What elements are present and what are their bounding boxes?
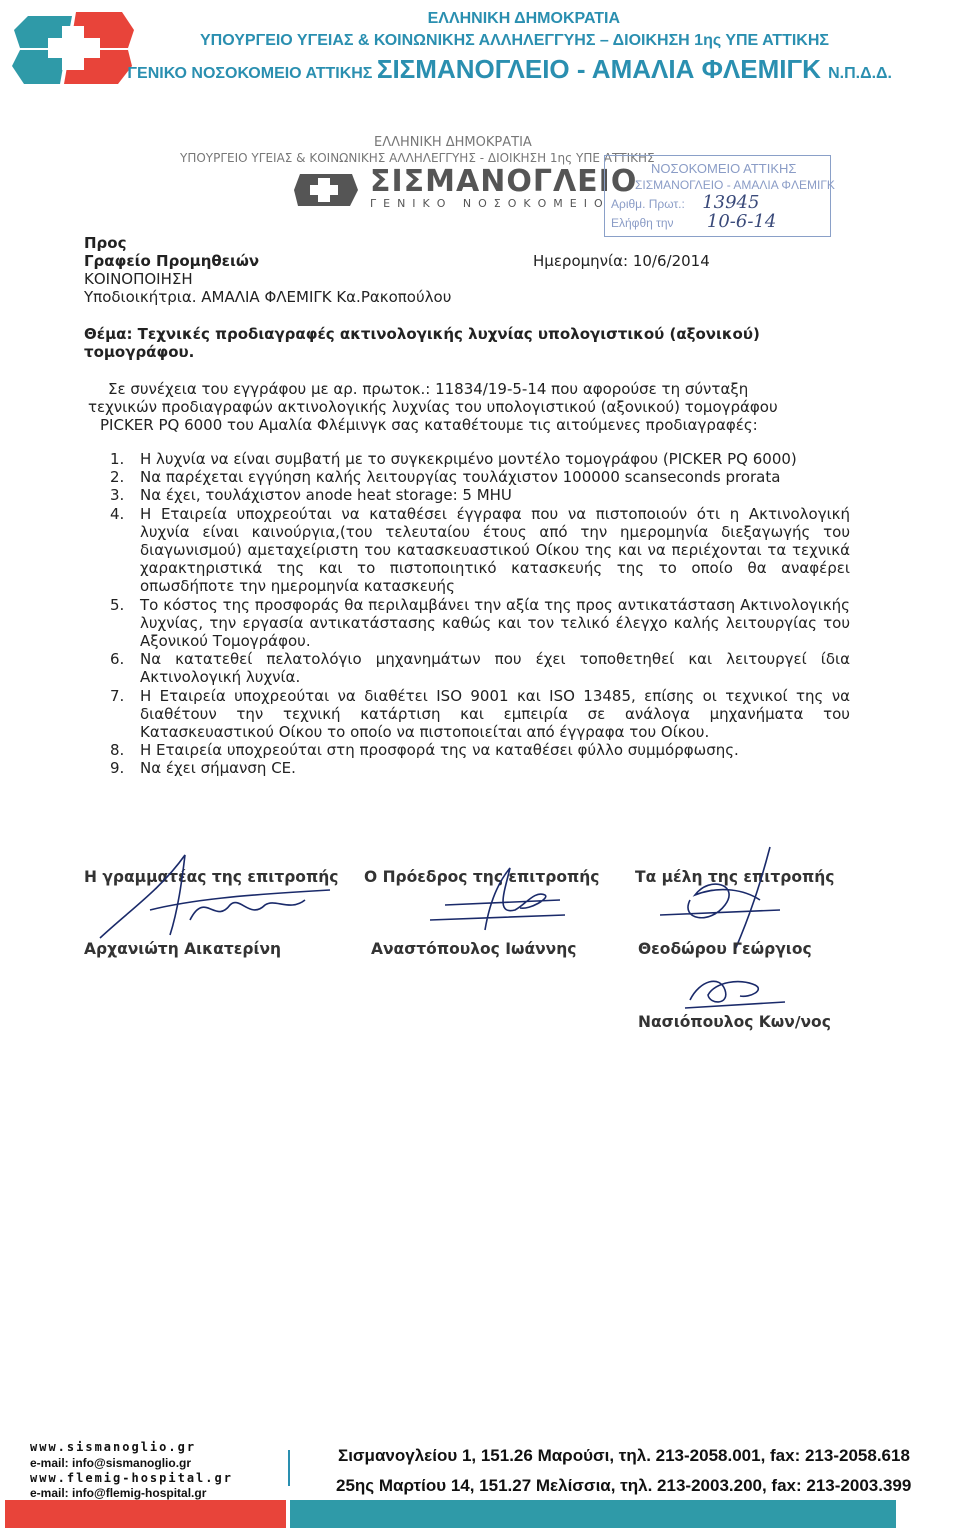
footer-red-bar	[5, 1500, 286, 1528]
scan-logo-text: ΣΙΣΜΑΝΟΓΛΕΙΟ	[370, 164, 638, 199]
list-item	[110, 759, 850, 777]
member2-signature	[680, 970, 790, 1015]
footer-teal-bar	[290, 1500, 896, 1528]
intro-line-1: Σε συνέχεια του εγγράφου με αρ. πρωτοκ.: 11834/19-5-14 που αφορούσε τη σύνταξη	[108, 380, 749, 398]
letterhead-line-3	[127, 54, 892, 85]
members-title: Τα μέλη της επιτροπής	[635, 868, 835, 886]
subject-line-2: τομογράφου.	[84, 343, 195, 361]
list-item-text: Η λυχνία να είναι συμβατή με το συγκεκριμένο μοντέλο τομογράφου (PICKER PQ 6000)	[140, 450, 797, 468]
list-item-text: Η Εταιρεία υποχρεούται στη προσφορά της να καταθέσει φύλλο συμμόρφωσης.	[140, 741, 739, 760]
list-item-number: 6.	[110, 650, 125, 669]
list-item	[110, 596, 850, 651]
stamp-date-value: 10-6-14	[706, 211, 777, 232]
letterhead-line-2: ΥΠΟΥΡΓΕΙΟ ΥΓΕΙΑΣ & ΚΟΙΝΩΝΙΚΗΣ ΑΛΛΗΛΕΓΓΥΗΣ – ΔΙΟΙΚΗΣΗ 1ης ΥΠΕ ΑΤΤΙΚΗΣ	[200, 32, 829, 49]
letterhead-line-1: ΕΛΛΗΝΙΚΗ ΔΗΜΟΚΡΑΤΙΑ	[427, 10, 620, 27]
list-item	[110, 741, 850, 759]
list-item-text: Να παρέχεται εγγύηση καλής λειτουργίας τουλάχιστον 100000 scanseconds prorata	[140, 468, 781, 487]
footer-email-1[interactable]: e-mail: info@sismanoglio.gr	[30, 1456, 192, 1470]
letterhead-hospital-prefix: ΓΕΝΙΚΟ ΝΟΣΟΚΟΜΕΙΟ ΑΤΤΙΚΗΣ	[127, 65, 377, 82]
list-item	[110, 486, 850, 504]
scan-cross-logo	[292, 170, 360, 210]
scan-header-line-1: ΕΛΛΗΝΙΚΗ ΔΗΜΟΚΡΑΤΙΑ	[374, 135, 532, 150]
list-item-text: Η Εταιρεία υποχρεούται να καταθέσει έγγραφα που να πιστοποιούν ότι η Ακτινολογική λυχνία είναι καινούργια,(του τελευταίου έτους από την ημερομηνία διεξαγωγής του διαγωνισμού) αμεταχείριστη του κατασκευαστικού Οίκου της και να περιέχονται τα τεχνικά χαρακτηριστικά της και το πιστοποιητικό κατασκευής της το οποίο θα αναφέρει οπωσδήποτε την ημερομηνία κατασκευής	[140, 504, 850, 596]
specifications-list	[110, 450, 850, 778]
to-value: Γραφείο Προμηθειών	[84, 252, 260, 270]
list-item-number: 1.	[110, 450, 125, 468]
list-item-number: 4.	[110, 504, 125, 523]
protocol-stamp	[604, 155, 835, 237]
list-item-number: 5.	[110, 595, 125, 614]
letterhead-suffix: Ν.Π.Δ.Δ.	[828, 65, 892, 82]
intro-line-2: τεχνικών προδιαγραφών ακτινολογικής λυχνίας του υπολογιστικού (αξονικού) τομογράφου	[88, 398, 778, 416]
secretary-name: Αρχανιώτη Αικατερίνη	[84, 940, 282, 958]
footer-email-2[interactable]: e-mail: info@flemig-hospital.gr	[30, 1486, 207, 1500]
list-item-number: 3.	[110, 486, 125, 505]
red-cross-logo	[10, 8, 136, 88]
list-item	[110, 505, 850, 596]
secretary-title: Η γραμματέας της επιτροπής	[84, 868, 339, 886]
list-item	[110, 450, 850, 468]
footer-address-2: 25ης Μαρτίου 14, 151.27 Μελίσσια, τηλ. 213-2003.200, fax: 213-2003.399	[336, 1476, 912, 1495]
president-title: Ο Πρόεδρος της επιτροπής	[364, 868, 600, 886]
list-item-text: Η Εταιρεία υποχρεούται να διαθέτει ISO 9001 και ISO 13485, επίσης οι τεχνικοί της να διαθέτουν την τεχνική κατάρτιση και εμπειρία σε ανάλογα μηχανήματα του Κατασκευαστικού Οίκου το οποίο να πιστοποιείται από έγγραφα του Οίκου.	[140, 686, 850, 742]
stamp-line-2: ΣΙΣΜΑΝΟΓΛΕΙΟ - ΑΜΑΛΙΑ ΦΛΕΜΙΓΚ	[635, 178, 835, 192]
subject-line-1: Θέμα: Τεχνικές προδιαγραφές ακτινολογικής λυχνίας υπολογιστικού (αξονικού)	[84, 325, 760, 343]
list-item-text: Να έχει, τουλάχιστον anode heat storage: 5 MHU	[140, 486, 512, 505]
scan-header-line-2: ΥΠΟΥΡΓΕΙΟ ΥΓΕΙΑΣ & ΚΟΙΝΩΝΙΚΗΣ ΑΛΛΗΛΕΓΓΥΗΣ - ΔΙΟΙΚΗΣΗ 1ης ΥΠΕ ΑΤΤΙΚΗΣ	[180, 151, 655, 165]
president-signature	[425, 860, 570, 940]
to-label: Προς	[84, 234, 127, 252]
member1-name: Θεοδώρου Γεώργιος	[638, 940, 812, 958]
intro-line-3: PICKER PQ 6000 του Αμαλία Φλέμινγκ σας καταθέτουμε τις αιτούμενες προδιαγραφές:	[100, 416, 758, 434]
stamp-protocol-label: Αριθμ. Πρωτ.:	[611, 197, 685, 211]
list-item-number: 7.	[110, 686, 125, 705]
stamp-date	[611, 213, 824, 232]
list-item-number: 2.	[110, 468, 125, 487]
stamp-line-1: ΝΟΣΟΚΟΜΕΙΟ ΑΤΤΙΚΗΣ	[651, 161, 797, 176]
list-item-text: Το κόστος της προσφοράς θα περιλαμβάνει την αξία της προς αντικατάσταση Ακτινολογικής λυχνίας, την εργασία αντικατάστασης καθώς και τον τελικό έλεγχο καλής λειτουργίας του Αξονικού Τομογράφου.	[140, 595, 850, 651]
scan-logo-subtitle: ΓΕΝΙΚΟ ΝΟΣΟΚΟΜΕΙΟ	[370, 197, 610, 210]
list-item-number: 9.	[110, 759, 125, 778]
stamp-protocol-number: 13945	[702, 192, 760, 213]
secretary-signature	[90, 850, 340, 945]
list-item	[110, 468, 850, 486]
document-date: Ημερομηνία: 10/6/2014	[533, 252, 710, 270]
list-item	[110, 650, 850, 686]
cc-value: Υποδιοικήτρια. ΑΜΑΛΙΑ ΦΛΕΜΙΓΚ Κα.Ρακοπούλου	[84, 288, 452, 306]
member1-signature	[650, 845, 790, 955]
cc-label: ΚΟΙΝΟΠΟΙΗΣΗ	[84, 270, 193, 288]
footer-separator	[288, 1450, 290, 1486]
footer-website-2[interactable]: www.flemig-hospital.gr	[30, 1471, 233, 1485]
footer-address-1: Σισμανογλείου 1, 151.26 Μαρούσι, τηλ. 213-2058.001, fax: 213-2058.618	[338, 1446, 910, 1465]
president-name: Αναστόπουλος Ιωάννης	[371, 940, 577, 958]
footer-website-1[interactable]: www.sismanoglio.gr	[30, 1440, 197, 1454]
list-item-text: Να κατατεθεί πελατολόγιο μηχανημάτων που έχει τοποθετηθεί και λειτουργεί ίδια Ακτινολογική λυχνία.	[140, 650, 850, 687]
stamp-date-label: Ελήφθη την	[611, 216, 674, 230]
letterhead-hospital-name: ΣΙΣΜΑΝΟΓΛΕΙΟ - ΑΜΑΛΙΑ ΦΛΕΜΙΓΚ	[376, 54, 829, 84]
list-item-text: Να έχει σήμανση CE.	[140, 759, 296, 778]
member2-name: Νασιόπουλος Κων/νος	[638, 1013, 831, 1031]
list-item-number: 8.	[110, 741, 125, 760]
list-item	[110, 687, 850, 742]
